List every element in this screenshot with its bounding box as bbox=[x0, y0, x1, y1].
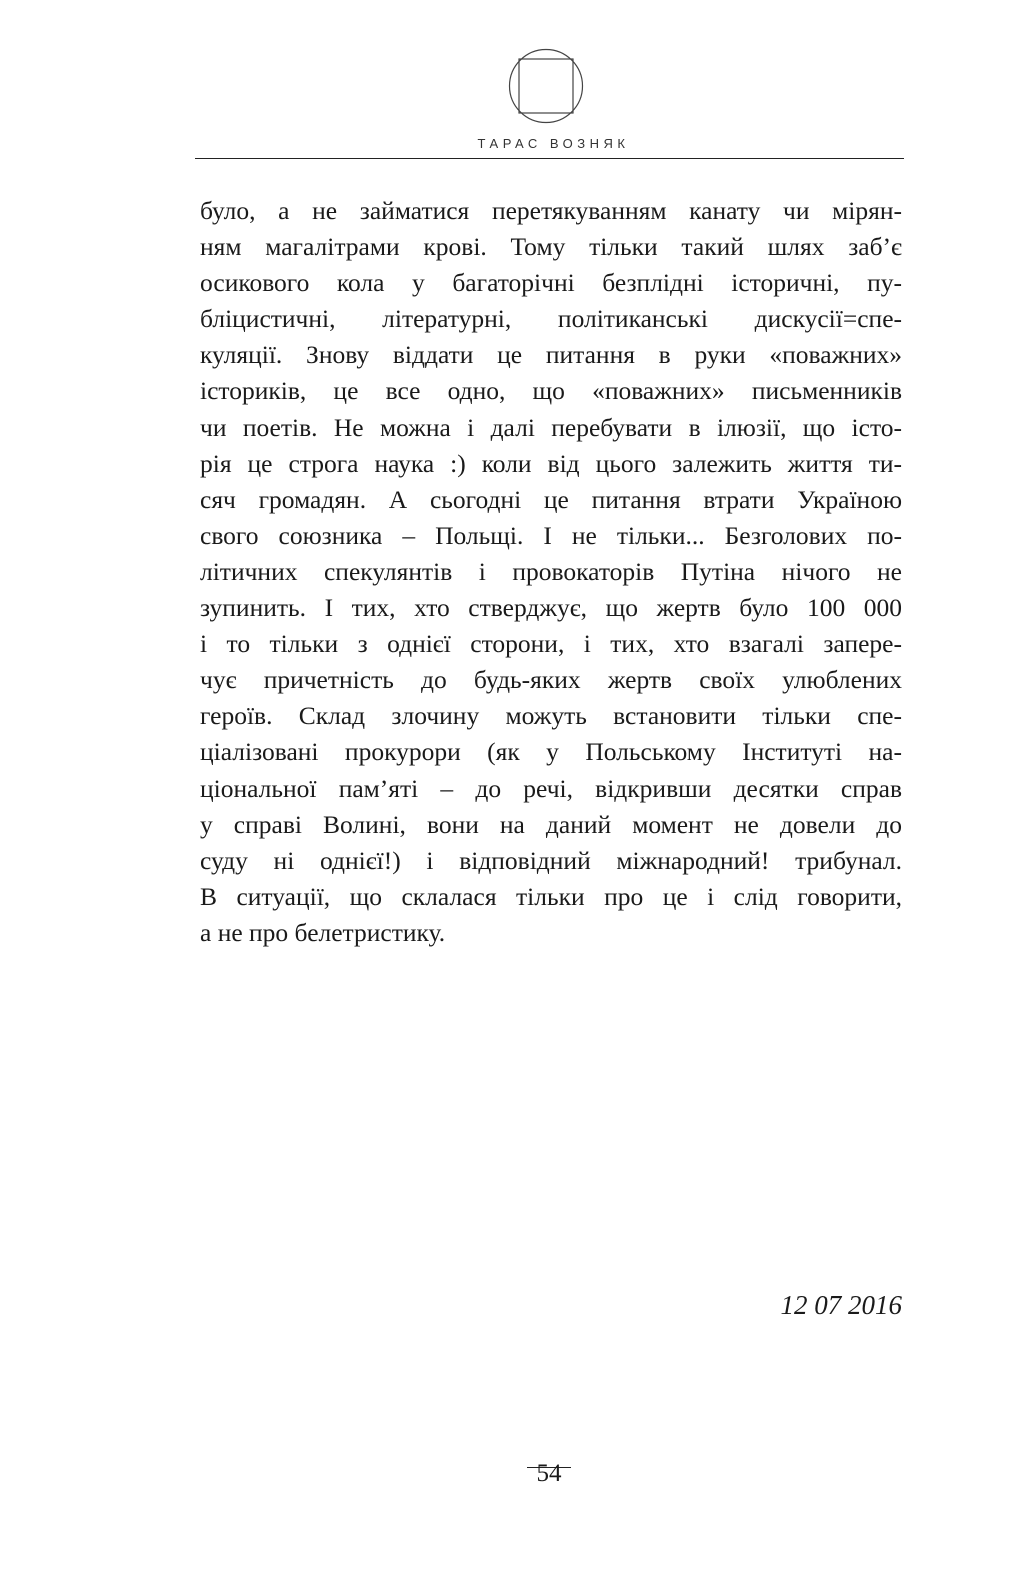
text-line: сяч громадян. А сьогодні це питання втрати Україною bbox=[200, 484, 902, 514]
text-line: а не про белетристику. bbox=[200, 917, 446, 947]
text-line: було, а не займатися перетякуванням канату чи мірян- bbox=[200, 196, 902, 225]
text-line: істориків, це все одно, що «поважних» письменників bbox=[200, 376, 902, 406]
text-line: ням магалітрами крові. Тому тільки такий шлях заб’є bbox=[200, 232, 902, 262]
text-line: ціалізовані прокурори (як у Польському Інституті на- bbox=[200, 737, 902, 767]
text-line: у справі Волині, вони на даний момент не довели до bbox=[200, 809, 902, 839]
running-head-author: ТАРАС ВОЗНЯК bbox=[477, 136, 630, 151]
page-number: 54 bbox=[536, 1460, 562, 1487]
text-line: чує причетність до будь-яких жертв своїх улюблених bbox=[200, 665, 902, 695]
text-line: ціональної пам’яті – до речі, відкривши десятки справ bbox=[200, 773, 902, 803]
article-date: 12 07 2016 bbox=[780, 1290, 902, 1320]
text-line: В ситуації, що склалася тільки про це і слід говорити, bbox=[200, 881, 902, 911]
text-line: зупинить. І тих, хто стверджує, що жертв було 100 000 bbox=[200, 593, 902, 623]
text-line: куляції. Знову віддати це питання в руки «поважних» bbox=[200, 340, 902, 370]
text-line: чи поетів. Не можна і далі перебувати в ілюзії, що істо- bbox=[200, 412, 902, 442]
text-line: свого союзника – Польщі. І не тільки... Безголових по- bbox=[200, 520, 902, 550]
text-line: осикового кола у багаторічні безплідні історичні, пу- bbox=[200, 268, 902, 298]
text-line: героїв. Склад злочину можуть встановити тільки спе- bbox=[200, 701, 902, 731]
text-line: суду ні однієї!) і відповідний міжнародний! трибунал. bbox=[200, 845, 902, 875]
header-rule bbox=[195, 158, 904, 159]
text-line: і то тільки з однієї сторони, і тих, хто взагалі запере- bbox=[200, 629, 902, 659]
circle-square-logo-icon bbox=[508, 48, 584, 124]
text-line: літичних спекулянтів і провокаторів Путіна нічого не bbox=[200, 556, 902, 586]
text-line: рія це строга наука :) коли від цього залежить життя ти- bbox=[200, 448, 902, 478]
text-line: бліцистичні, літературні, політиканські дискусії=спе- bbox=[200, 304, 902, 334]
body-text bbox=[200, 193, 902, 951]
